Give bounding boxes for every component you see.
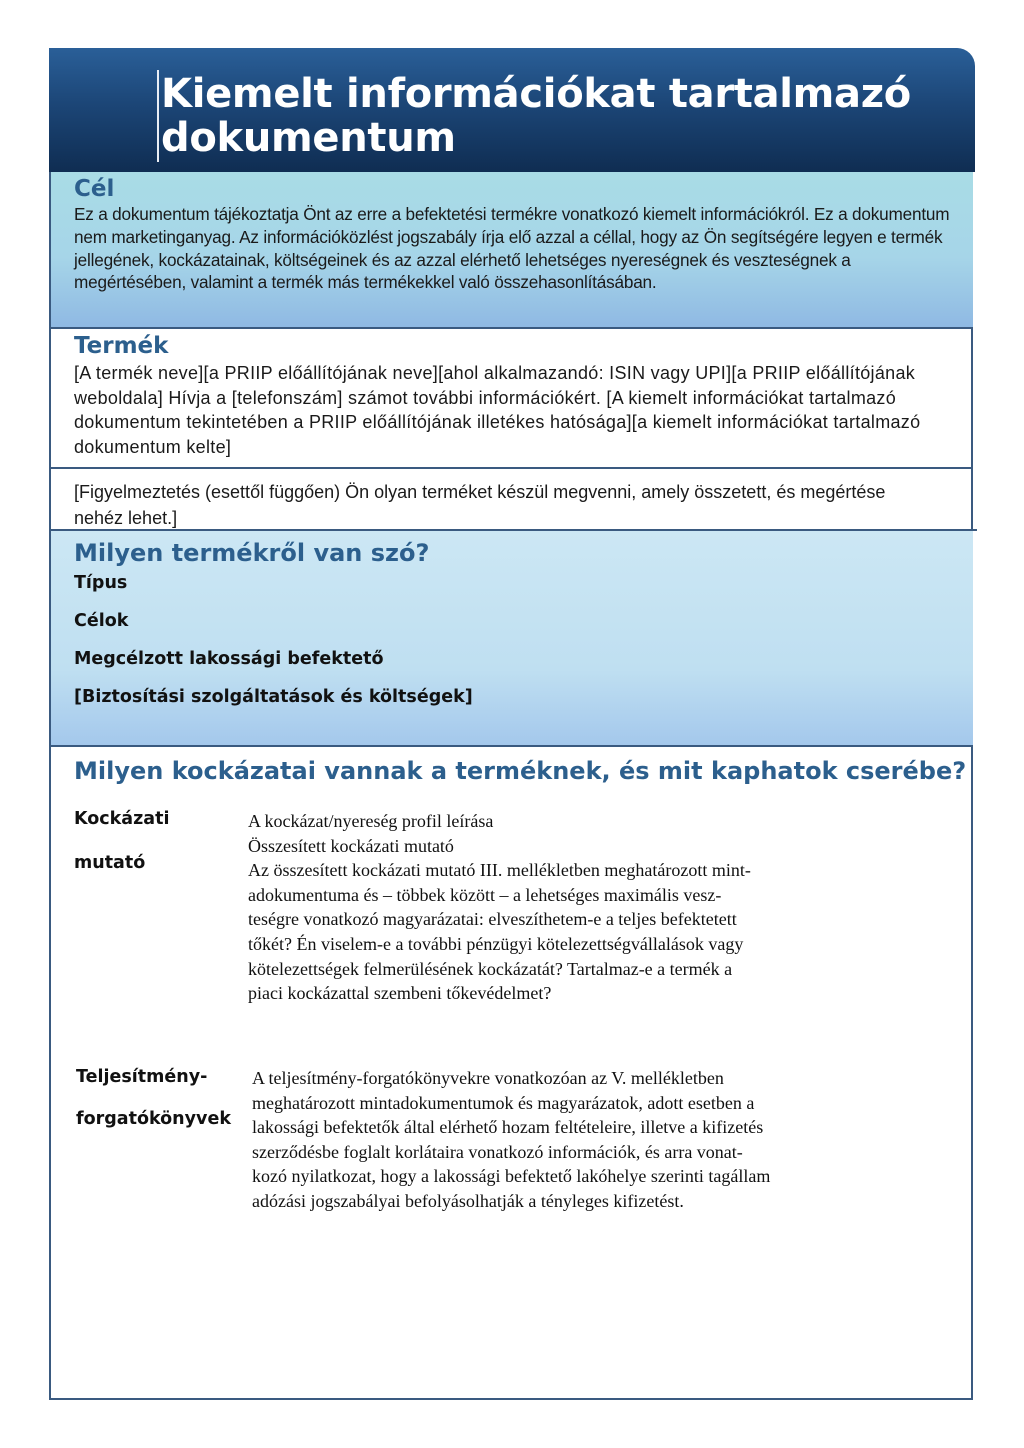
risk-line: tőkét? Én viselem-e a további pénzügyi kötelezettségvállalások vagy xyxy=(248,933,744,954)
section-product xyxy=(51,329,973,469)
performance-scenarios-label-line1: Teljesítmény- xyxy=(76,1067,208,1087)
performance-scenarios-text xyxy=(252,1066,770,1214)
comprehension-alert-text: [Figyelmeztetés (esettől függően) Ön olyan terméket készül megvenni, amely összetett, és megértése nehéz lehet.] xyxy=(74,482,886,528)
risk-line: teségre vonatkozó magyarázatai: elveszíthetem-e a teljes befektetett xyxy=(248,909,737,930)
what-is-product-heading: Milyen termékről van szó? xyxy=(74,539,430,567)
product-text: [A termék neve][a PRIIP előállítójának neve][ahol alkalmazandó: ISIN vagy UPI][a PRIIP előállítójának weboldala] Hívja a [telefonszám] számot további információkért. [A kiemelt információkat tartalmazó dokumentum tekintetében a PRIIP előállítójának illetékes hatósága][a kiemelt információkat tartalmazó dokumentum kelte] xyxy=(74,363,921,457)
document-header xyxy=(49,48,975,172)
kid-document xyxy=(49,48,973,1400)
section-what-is-product xyxy=(51,531,973,747)
risk-line: Összesített kockázati mutató xyxy=(248,835,454,856)
item-insurance-benefits: [Biztosítási szolgáltatások és költségek] xyxy=(74,687,473,707)
performance-line: kozó nyilatkozat, hogy a lakossági befektető lakóhelye szerinti tagállam xyxy=(252,1166,771,1187)
risk-line: Az összesített kockázati mutató III. mellékletben meghatározott mint- xyxy=(248,860,751,881)
risk-indicator-label-line2: mutató xyxy=(74,853,146,873)
purpose-text: Ez a dokumentum tájékoztatja Önt az erre a befektetési termékre vonatkozó kiemelt információkról. Ez a dokumentum nem marketinganyag. Az információközlést jogszabály írja elő azzal a céllal, hogy az Ön segítségére legyen e termék jellegének, kockázatainak, költségeinek és az azzal elérhető lehetséges nyereségnek és veszteségnek a megértésében, valamint a termék más termékekkel való összehasonlításában. xyxy=(74,204,950,293)
performance-line: lakossági befektetők által elérhető hozam feltételeire, illetve a kifizetés xyxy=(252,1117,764,1138)
document-title: Kiemelt információkat tartalmazó dokumentum xyxy=(161,71,911,161)
item-type: Típus xyxy=(74,573,128,593)
risk-line: adokumentuma és – többek között – a lehetséges maximális vesz- xyxy=(248,884,722,905)
performance-line: meghatározott mintadokumentumok és magyarázatok, adott esetben a xyxy=(252,1092,755,1113)
performance-scenarios-label-line2: forgatókönyvek xyxy=(76,1109,231,1129)
risks-heading: Milyen kockázatai vannak a terméknek, és mit kaphatok cserébe? xyxy=(74,757,967,785)
performance-line: szerződésbe foglalt korlátaira vonatkozó információk, és arra vonat- xyxy=(252,1141,743,1162)
risk-line: piaci kockázattal szembeni tőkevédelmet? xyxy=(248,983,552,1004)
item-target-investor: Megcélzott lakossági befektető xyxy=(74,649,384,669)
performance-line: A teljesítmény-forgatókönyvekre vonatkozóan az V. mellékletben xyxy=(252,1068,724,1088)
purpose-heading: Cél xyxy=(74,176,115,202)
risk-indicator-label-line1: Kockázati xyxy=(74,809,170,829)
risk-line: kötelezettségek felmerülésének kockázatát? Tartalmaz-e a termék a xyxy=(248,958,733,979)
product-heading: Termék xyxy=(74,333,169,359)
item-objectives: Célok xyxy=(74,611,129,631)
risk-indicator-text xyxy=(248,809,751,1006)
section-purpose xyxy=(51,172,973,329)
section-comprehension-alert xyxy=(51,469,973,531)
header-divider xyxy=(157,70,159,162)
risk-line: A kockázat/nyereség profil leírása xyxy=(248,811,494,831)
performance-line: adózási jogszabályai befolyásolhatják a tényleges kifizetést. xyxy=(252,1190,684,1211)
